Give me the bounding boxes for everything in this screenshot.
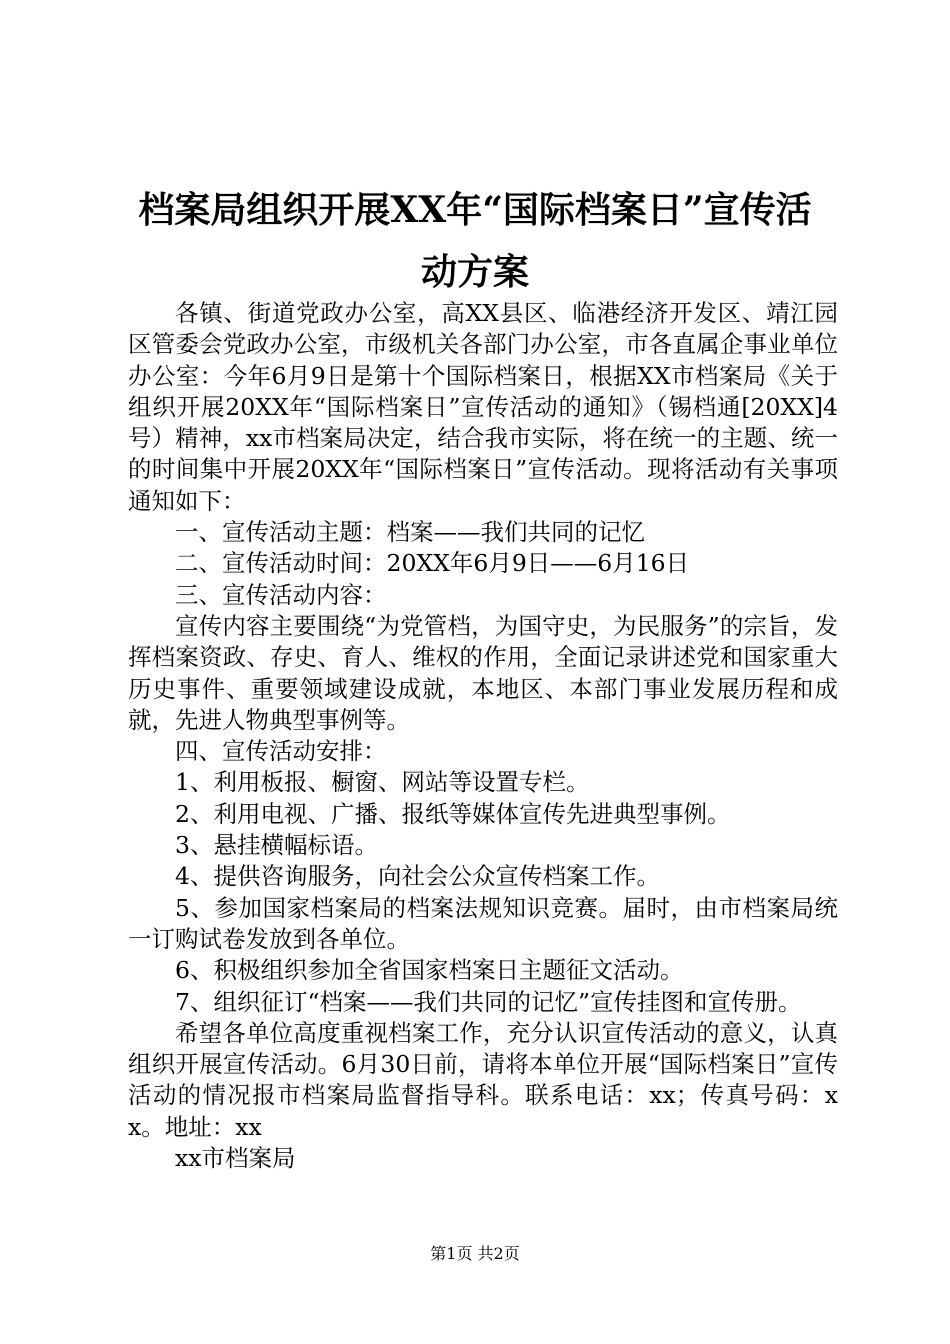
arrangement-item-5: 5、参加国家档案局的档案法规知识竞赛。届时，由市档案局统一订购试卷发放到各单位。 <box>128 893 838 953</box>
arrangement-item-7: 7、组织征订“档案——我们共同的记忆”宣传挂图和宣传册。 <box>175 987 802 1016</box>
document-body <box>128 298 838 1174</box>
arrangement-item-6: 6、积极组织参加全省国家档案日主题征文活动。 <box>175 956 684 985</box>
arrangement-item-2: 2、利用电视、广播、报纸等媒体宣传先进典型事例。 <box>175 799 731 828</box>
arrangement-item-3: 3、悬挂横幅标语。 <box>175 831 378 860</box>
intro-paragraph: 各镇、街道党政办公室，高XX县区、临港经济开发区、靖江园区管委会党政办公室，市级机关各部门办公室，市各直属企事业单位办公室：今年6月9日是第十个国际档案日，根据XX市档案局《关于组织开展20XX年“国际档案日”宣传活动的通知》（锡档通[20XX]4号）精神，xx市档案局决定，结合我市实际，将在统一的主题、统一的时间集中开展20XX年“国际档案日”宣传活动。现将活动有关事项通知如下： <box>128 299 838 515</box>
section-arrangement-heading: 四、宣传活动安排： <box>175 737 387 766</box>
closing-paragraph: 希望各单位高度重视档案工作，充分认识宣传活动的意义，认真组织开展宣传活动。6月30日前，请将本单位开展“国际档案日”宣传活动的情况报市档案局监督指导科。联系电话：xx；传真号码：xx。地址：xx <box>128 1018 838 1141</box>
section-theme: 一、宣传活动主题：档案——我们共同的记忆 <box>175 518 645 547</box>
document-title-line-1: 档案局组织开展XX年“国际档案日”宣传活 <box>138 189 812 231</box>
page-footer: 第1页 共2页 <box>430 1244 520 1263</box>
document-title-line-2: 动方案 <box>420 251 529 293</box>
arrangement-item-1: 1、利用板报、橱窗、网站等设置专栏。 <box>175 768 590 797</box>
signature: xx市档案局 <box>175 1144 296 1173</box>
arrangement-item-4: 4、提供咨询服务，向社会公众宣传档案工作。 <box>175 862 660 891</box>
section-time: 二、宣传活动时间：20XX年6月9日——6月16日 <box>175 549 690 578</box>
section-content-paragraph: 宣传内容主要围绕“为党管档，为国守史，为民服务”的宗旨，发挥档案资政、存史、育人、维权的作用，全面记录讲述党和国家重大历史事件、重要领域建设成就，本地区、本部门事业发展历程和成就，先进人物典型事例等。 <box>128 611 838 734</box>
section-content-heading: 三、宣传活动内容： <box>175 580 387 609</box>
